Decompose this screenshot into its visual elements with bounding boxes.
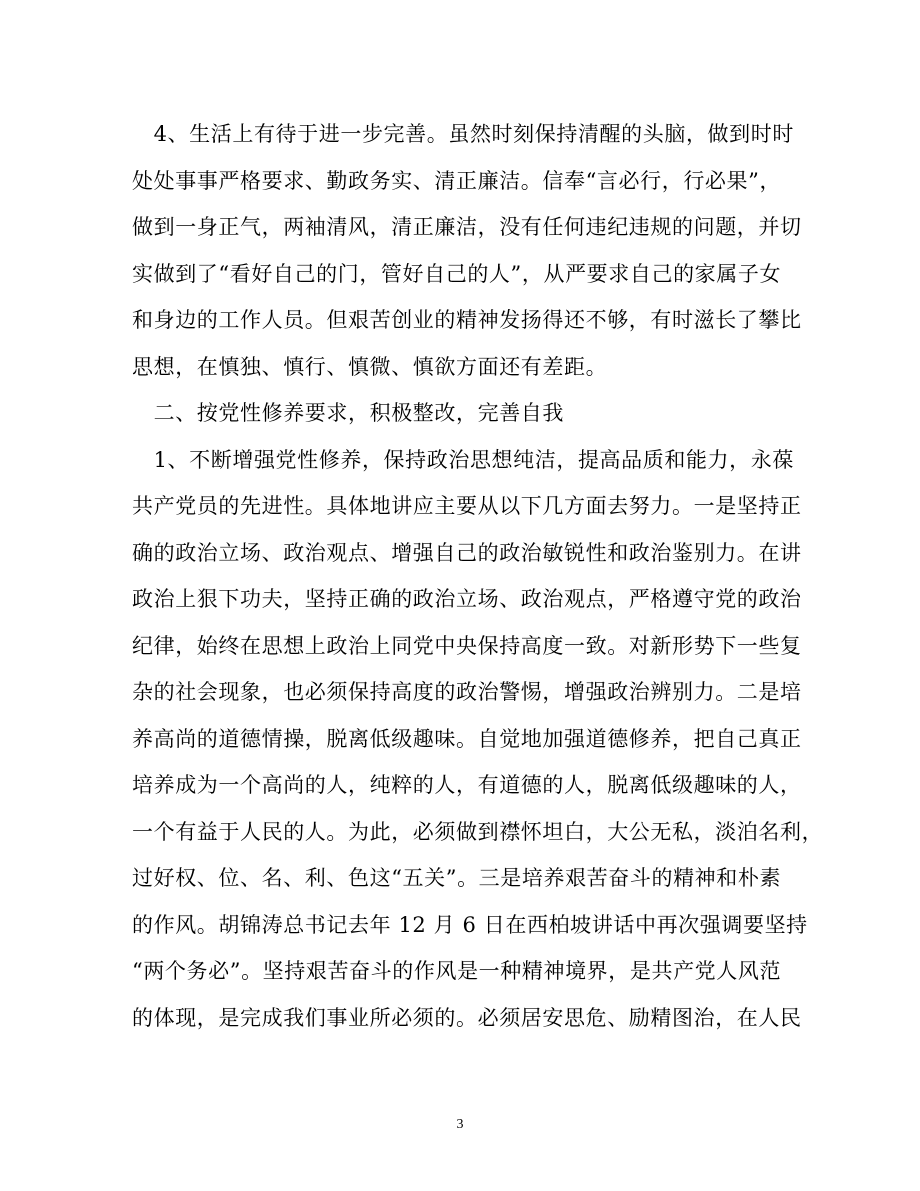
- text-line: 共产党员的先进性。具体地讲应主要从以下几方面去努力。一是坚持正: [132, 494, 802, 518]
- text-line: “两个务必”。坚持艰苦奋斗的作风是一种精神境界，是共产党人风范: [132, 959, 782, 983]
- text-line: 政治上狠下功夫，坚持正确的政治立场、政治观点，严格遵守党的政治: [132, 587, 802, 611]
- text-line: 处处事事严格要求、勤政务实、清正廉洁。信奉“言必行，行必果”，: [132, 169, 782, 193]
- page-number: 3: [456, 1117, 464, 1132]
- text-line: 做到一身正气，两袖清风，清正廉洁，没有任何违纪违规的问题，并切: [132, 215, 802, 239]
- text-line: 思想，在慎独、慎行、慎微、慎欲方面还有差距。: [132, 355, 608, 379]
- text-line: 培养成为一个高尚的人，纯粹的人，有道德的人，脱离低级趣味的人，: [132, 773, 802, 797]
- text-line: 过好权、位、名、利、色这“五关”。三是培养艰苦奋斗的精神和朴素: [132, 866, 782, 890]
- text-line: 一个有益于人民的人。为此，必须做到襟怀坦白，大公无私，淡泊名利，: [132, 820, 824, 844]
- text-line: 确的政治立场、政治观点、增强自己的政治敏锐性和政治鉴别力。在讲: [132, 541, 802, 565]
- text-line: 和身边的工作人员。但艰苦创业的精神发扬得还不够，有时滋长了攀比: [132, 308, 802, 332]
- text-line: 4、生活上有待于进一步完善。虽然时刻保持清醒的头脑，做到时时: [132, 122, 794, 146]
- text-line: 实做到了“看好自己的门，管好自己的人”，从严要求自己的家属子女: [132, 262, 782, 286]
- text-line: 的体现，是完成我们事业所必须的。必须居安思危、励精图治，在人民: [132, 1006, 802, 1030]
- text-line: 纪律，始终在思想上政治上同党中央保持高度一致。对新形势下一些复: [132, 634, 802, 658]
- text-line: 1、不断增强党性修养，保持政治思想纯洁，提高品质和能力，永葆: [132, 448, 794, 472]
- text-line: 的作风。胡锦涛总书记去年 12 月 6 日在西柏坡讲话中再次强调要坚持: [132, 913, 808, 937]
- text-line: 养高尚的道德情操，脱离低级趣味。自觉地加强道德修养，把自己真正: [132, 727, 802, 751]
- text-line: 杂的社会现象，也必须保持高度的政治警惕，增强政治辨别力。二是培: [132, 680, 802, 704]
- section-heading: 二、按党性修养要求，积极整改，完善自我: [132, 401, 564, 425]
